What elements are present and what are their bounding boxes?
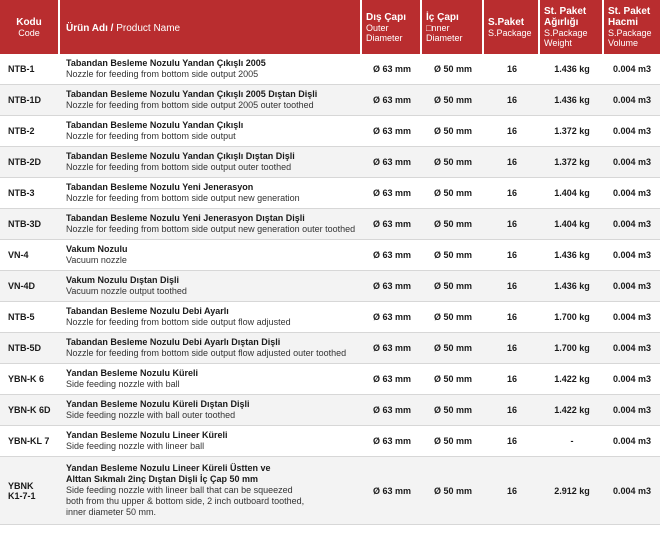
cell-package: 16 <box>484 426 540 457</box>
cell-code: NTB-1D <box>0 85 60 116</box>
cell-package: 16 <box>484 271 540 302</box>
cell-product-name: Vakum Nozulu Dıştan Dişli Vacuum nozzle output toothed <box>60 271 362 302</box>
cell-package: 16 <box>484 116 540 147</box>
cell-weight: 1.436 kg <box>540 271 604 302</box>
cell-product-name: Yandan Besleme Nozulu Küreli Side feeding nozzle with ball <box>60 364 362 395</box>
cell-product-name: Tabandan Besleme Nozulu Yeni Jenerasyon Dıştan Dişli Nozzle for feeding from bottom side output new generation outer toothed <box>60 209 362 240</box>
cell-weight: 1.372 kg <box>540 147 604 178</box>
cell-weight: 1.422 kg <box>540 395 604 426</box>
cell-product-name: Yandan Besleme Nozulu Lineer Küreli Side feeding nozzle with lineer ball <box>60 426 362 457</box>
cell-code: NTB-3 <box>0 178 60 209</box>
cell-outer: Ø 63 mm <box>362 178 422 209</box>
table-row <box>0 302 660 333</box>
cell-volume: 0.004 m3 <box>604 302 660 333</box>
table-row <box>0 54 660 85</box>
cell-outer: Ø 63 mm <box>362 209 422 240</box>
header-weight: St. Paket Ağırlığı S.Package Weight <box>540 0 604 54</box>
cell-volume: 0.004 m3 <box>604 209 660 240</box>
header-product-name: Ürün Adı / Product Name <box>60 0 362 54</box>
cell-volume: 0.004 m3 <box>604 271 660 302</box>
cell-volume: 0.004 m3 <box>604 395 660 426</box>
cell-weight: 1.404 kg <box>540 209 604 240</box>
cell-inner: Ø 50 mm <box>422 209 484 240</box>
cell-product-name: Yandan Besleme Nozulu Lineer Küreli Üstten ve Alttan Sıkmalı 2inç Dıştan Dişli İç Çap 50 mm Side feeding nozzle with lineer ball that can be squeezed both from thu upper & bottom side, 2 inch outboard toothed, inner diameter 50 mm. <box>60 457 362 525</box>
table-row <box>0 333 660 364</box>
header-inner-diameter: İç Çapı □nner Diameter <box>422 0 484 54</box>
cell-outer: Ø 63 mm <box>362 271 422 302</box>
cell-code: YBN-K 6D <box>0 395 60 426</box>
cell-weight: 1.436 kg <box>540 240 604 271</box>
cell-product-name: Tabandan Besleme Nozulu Yandan Çıkışlı Dıştan Dişli Nozzle for feeding from bottom side output outer toothed <box>60 147 362 178</box>
cell-outer: Ø 63 mm <box>362 457 422 525</box>
cell-code: NTB-3D <box>0 209 60 240</box>
cell-outer: Ø 63 mm <box>362 240 422 271</box>
cell-inner: Ø 50 mm <box>422 85 484 116</box>
header-volume: St. Paket Hacmi S.Package Volume <box>604 0 660 54</box>
cell-code: NTB-5 <box>0 302 60 333</box>
table-row <box>0 116 660 147</box>
cell-package: 16 <box>484 395 540 426</box>
table-row <box>0 85 660 116</box>
cell-code: NTB-2D <box>0 147 60 178</box>
table-row <box>0 147 660 178</box>
table-row <box>0 426 660 457</box>
cell-weight: 1.700 kg <box>540 333 604 364</box>
cell-outer: Ø 63 mm <box>362 147 422 178</box>
cell-weight: 1.436 kg <box>540 85 604 116</box>
table-row <box>0 364 660 395</box>
cell-weight: 1.422 kg <box>540 364 604 395</box>
cell-package: 16 <box>484 178 540 209</box>
cell-package: 16 <box>484 364 540 395</box>
cell-product-name: Tabandan Besleme Nozulu Yandan Çıkışlı Nozzle for feeding from bottom side output <box>60 116 362 147</box>
cell-package: 16 <box>484 333 540 364</box>
cell-inner: Ø 50 mm <box>422 457 484 525</box>
cell-product-name: Tabandan Besleme Nozulu Debi Ayarlı Dıştan Dişli Nozzle for feeding from bottom side output flow adjusted outer toothed <box>60 333 362 364</box>
cell-weight: - <box>540 426 604 457</box>
cell-package: 16 <box>484 85 540 116</box>
cell-outer: Ø 63 mm <box>362 426 422 457</box>
cell-inner: Ø 50 mm <box>422 426 484 457</box>
cell-weight: 1.404 kg <box>540 178 604 209</box>
cell-volume: 0.004 m3 <box>604 333 660 364</box>
cell-product-name: Tabandan Besleme Nozulu Yandan Çıkışlı 2005 Dıştan Dişli Nozzle for feeding from bottom side output 2005 outer toothed <box>60 85 362 116</box>
cell-package: 16 <box>484 302 540 333</box>
table-row <box>0 178 660 209</box>
cell-product-name: Tabandan Besleme Nozulu Debi Ayarlı Nozzle for feeding from bottom side output flow adjusted <box>60 302 362 333</box>
cell-weight: 1.700 kg <box>540 302 604 333</box>
table-row <box>0 457 660 525</box>
header-package: S.Paket S.Package <box>484 0 540 54</box>
cell-code: YBNK K1-7-1 <box>0 457 60 525</box>
cell-code: VN-4 <box>0 240 60 271</box>
table-header <box>0 0 660 54</box>
cell-weight: 1.436 kg <box>540 54 604 85</box>
cell-inner: Ø 50 mm <box>422 395 484 426</box>
cell-package: 16 <box>484 457 540 525</box>
cell-volume: 0.004 m3 <box>604 457 660 525</box>
table-row <box>0 240 660 271</box>
cell-code: YBN-K 6 <box>0 364 60 395</box>
cell-inner: Ø 50 mm <box>422 178 484 209</box>
cell-volume: 0.004 m3 <box>604 240 660 271</box>
cell-outer: Ø 63 mm <box>362 116 422 147</box>
cell-outer: Ø 63 mm <box>362 364 422 395</box>
cell-product-name: Tabandan Besleme Nozulu Yeni Jenerasyon Nozzle for feeding from bottom side output new generation <box>60 178 362 209</box>
cell-code: NTB-2 <box>0 116 60 147</box>
cell-volume: 0.004 m3 <box>604 426 660 457</box>
cell-volume: 0.004 m3 <box>604 54 660 85</box>
cell-package: 16 <box>484 209 540 240</box>
cell-code: VN-4D <box>0 271 60 302</box>
cell-outer: Ø 63 mm <box>362 85 422 116</box>
cell-code: NTB-1 <box>0 54 60 85</box>
cell-code: YBN-KL 7 <box>0 426 60 457</box>
table-row <box>0 209 660 240</box>
cell-outer: Ø 63 mm <box>362 302 422 333</box>
cell-code: NTB-5D <box>0 333 60 364</box>
cell-package: 16 <box>484 147 540 178</box>
cell-product-name: Vakum Nozulu Vacuum nozzle <box>60 240 362 271</box>
cell-volume: 0.004 m3 <box>604 85 660 116</box>
table-row <box>0 395 660 426</box>
cell-volume: 0.004 m3 <box>604 116 660 147</box>
cell-inner: Ø 50 mm <box>422 302 484 333</box>
cell-inner: Ø 50 mm <box>422 364 484 395</box>
header-code: Kodu Code <box>0 0 60 54</box>
cell-outer: Ø 63 mm <box>362 54 422 85</box>
cell-package: 16 <box>484 240 540 271</box>
cell-outer: Ø 63 mm <box>362 395 422 426</box>
cell-volume: 0.004 m3 <box>604 178 660 209</box>
cell-inner: Ø 50 mm <box>422 271 484 302</box>
header-outer-diameter: Dış Çapı Outer Diameter <box>362 0 422 54</box>
cell-inner: Ø 50 mm <box>422 333 484 364</box>
cell-product-name: Tabandan Besleme Nozulu Yandan Çıkışlı 2005 Nozzle for feeding from bottom side output 2005 <box>60 54 362 85</box>
cell-package: 16 <box>484 54 540 85</box>
cell-volume: 0.004 m3 <box>604 147 660 178</box>
cell-inner: Ø 50 mm <box>422 147 484 178</box>
cell-inner: Ø 50 mm <box>422 240 484 271</box>
cell-weight: 1.372 kg <box>540 116 604 147</box>
cell-product-name: Yandan Besleme Nozulu Küreli Dıştan Dişli Side feeding nozzle with ball outer toothed <box>60 395 362 426</box>
cell-inner: Ø 50 mm <box>422 116 484 147</box>
cell-volume: 0.004 m3 <box>604 364 660 395</box>
cell-inner: Ø 50 mm <box>422 54 484 85</box>
table-row <box>0 271 660 302</box>
cell-weight: 2.912 kg <box>540 457 604 525</box>
cell-outer: Ø 63 mm <box>362 333 422 364</box>
